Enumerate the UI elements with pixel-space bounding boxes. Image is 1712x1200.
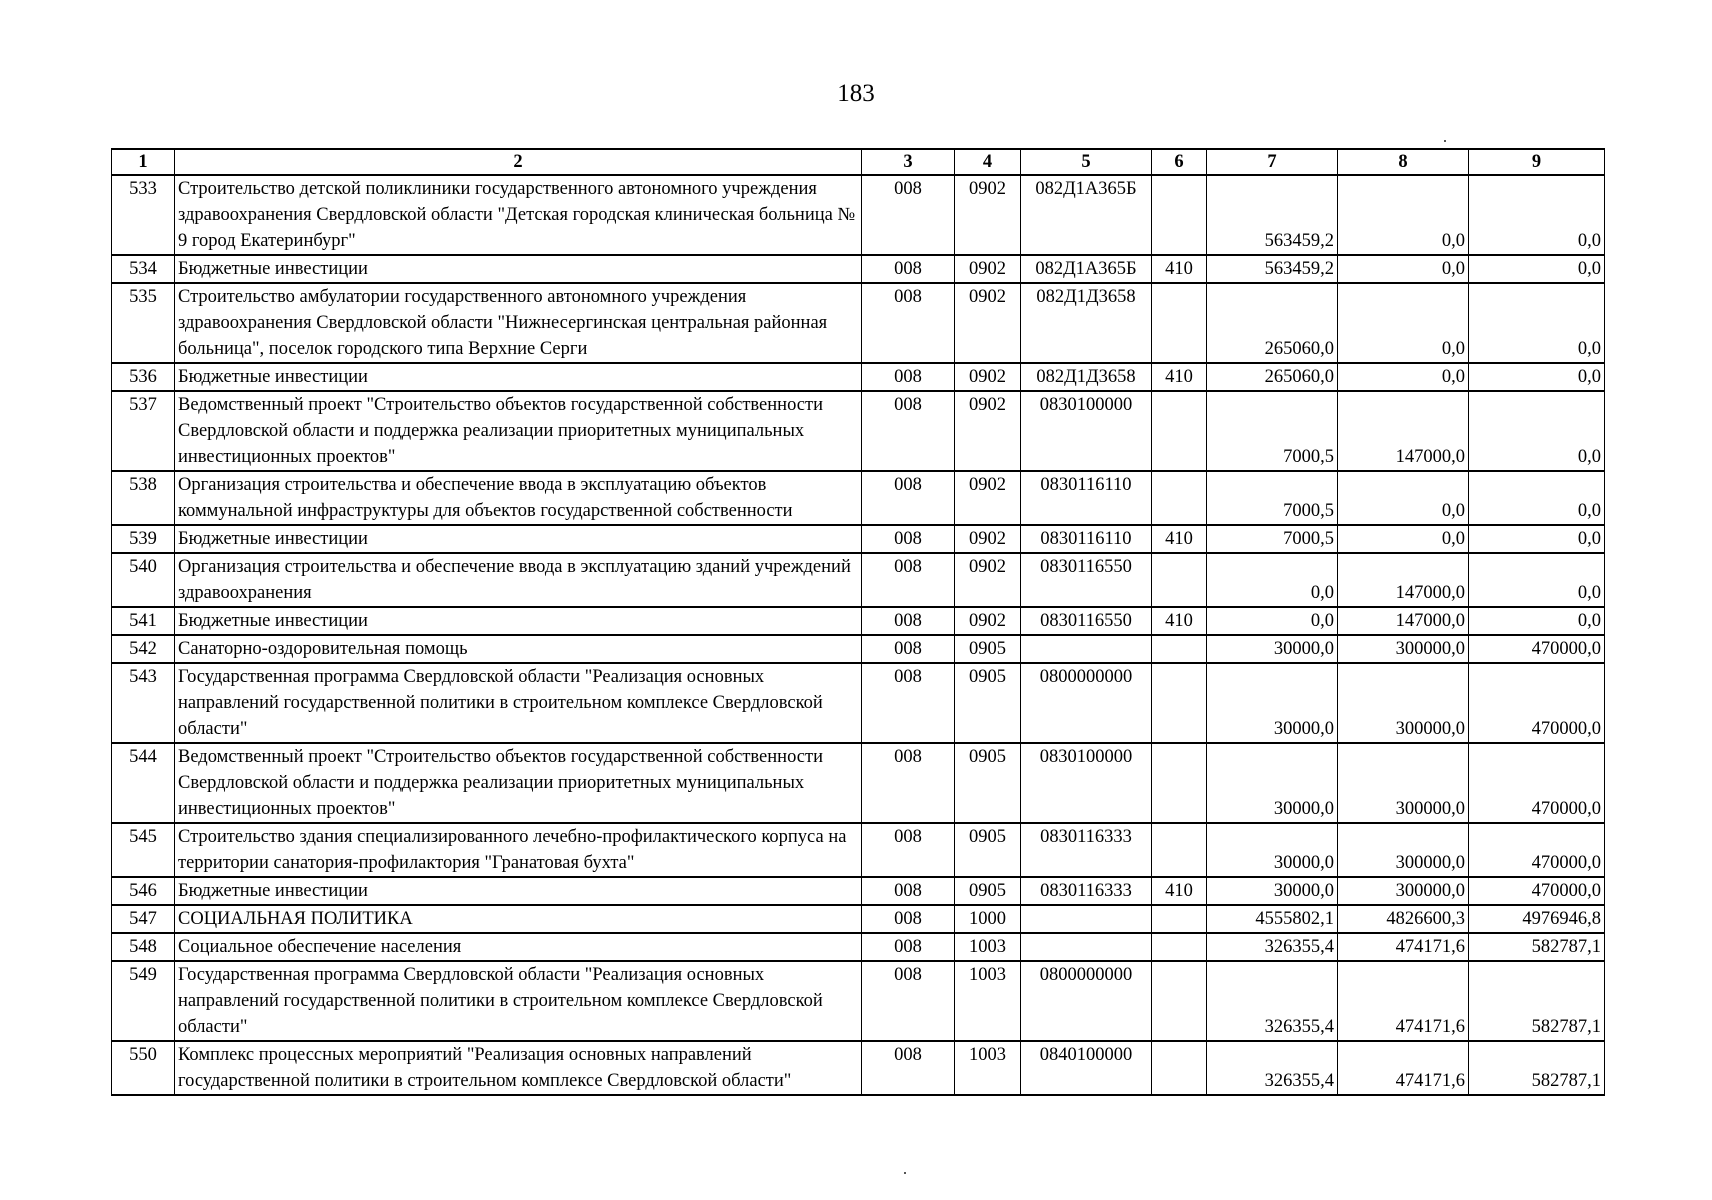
section-code-cell: 0902 bbox=[955, 471, 1021, 525]
row-number-cell: 544 bbox=[112, 743, 175, 823]
admin-code-cell: 008 bbox=[862, 823, 955, 877]
amount-year1-cell: 563459,2 bbox=[1207, 175, 1338, 255]
row-number-cell: 537 bbox=[112, 391, 175, 471]
amount-year1-cell: 30000,0 bbox=[1207, 823, 1338, 877]
amount-year1-cell: 563459,2 bbox=[1207, 255, 1338, 283]
amount-year3-cell: 470000,0 bbox=[1469, 877, 1605, 905]
expense-type-cell bbox=[1152, 905, 1207, 933]
amount-year1-cell: 0,0 bbox=[1207, 553, 1338, 607]
column-header-3: 3 bbox=[862, 149, 955, 175]
description-cell: СОЦИАЛЬНАЯ ПОЛИТИКА bbox=[175, 905, 862, 933]
admin-code-cell: 008 bbox=[862, 933, 955, 961]
amount-year3-cell: 0,0 bbox=[1469, 175, 1605, 255]
admin-code-cell: 008 bbox=[862, 391, 955, 471]
amount-year3-cell: 0,0 bbox=[1469, 255, 1605, 283]
admin-code-cell: 008 bbox=[862, 175, 955, 255]
description-cell: Бюджетные инвестиции bbox=[175, 363, 862, 391]
description-cell: Бюджетные инвестиции bbox=[175, 525, 862, 553]
section-code-cell: 1003 bbox=[955, 1041, 1021, 1095]
amount-year1-cell: 326355,4 bbox=[1207, 933, 1338, 961]
section-code-cell: 0905 bbox=[955, 663, 1021, 743]
amount-year2-cell: 300000,0 bbox=[1338, 823, 1469, 877]
row-number-cell: 540 bbox=[112, 553, 175, 607]
amount-year1-cell: 30000,0 bbox=[1207, 663, 1338, 743]
admin-code-cell: 008 bbox=[862, 553, 955, 607]
amount-year1-cell: 4555802,1 bbox=[1207, 905, 1338, 933]
section-code-cell: 0902 bbox=[955, 255, 1021, 283]
amount-year3-cell: 582787,1 bbox=[1469, 961, 1605, 1041]
expense-type-cell bbox=[1152, 1041, 1207, 1095]
row-number-cell: 549 bbox=[112, 961, 175, 1041]
amount-year2-cell: 4826600,3 bbox=[1338, 905, 1469, 933]
target-article-cell: 0800000000 bbox=[1021, 961, 1152, 1041]
amount-year3-cell: 0,0 bbox=[1469, 607, 1605, 635]
scan-dot bbox=[1444, 140, 1446, 142]
amount-year2-cell: 147000,0 bbox=[1338, 391, 1469, 471]
scan-dot bbox=[904, 1172, 906, 1174]
row-number-cell: 541 bbox=[112, 607, 175, 635]
expense-type-cell bbox=[1152, 823, 1207, 877]
description-cell: Строительство здания специализированного лечебно-профилактического корпуса на территории санатория-профилактория "Гранатовая бухта" bbox=[175, 823, 862, 877]
target-article-cell bbox=[1021, 905, 1152, 933]
description-cell: Государственная программа Свердловской области "Реализация основных направлений государственной политики в строительном комплексе Свердловской области" bbox=[175, 961, 862, 1041]
description-cell: Организация строительства и обеспечение ввода в эксплуатацию зданий учреждений здравоохранения bbox=[175, 553, 862, 607]
section-code-cell: 0902 bbox=[955, 391, 1021, 471]
amount-year2-cell: 0,0 bbox=[1338, 175, 1469, 255]
table-row bbox=[112, 933, 1605, 961]
expense-type-cell bbox=[1152, 635, 1207, 663]
amount-year2-cell: 0,0 bbox=[1338, 283, 1469, 363]
description-cell: Строительство детской поликлиники государственного автономного учреждения здравоохранения Свердловской области "Детская городская клиническая больница № 9 город Екатеринбург" bbox=[175, 175, 862, 255]
admin-code-cell: 008 bbox=[862, 607, 955, 635]
row-number-cell: 545 bbox=[112, 823, 175, 877]
section-code-cell: 0905 bbox=[955, 877, 1021, 905]
admin-code-cell: 008 bbox=[862, 663, 955, 743]
description-cell: Организация строительства и обеспечение ввода в эксплуатацию объектов коммунальной инфраструктуры для объектов государственной собственности bbox=[175, 471, 862, 525]
row-number-cell: 535 bbox=[112, 283, 175, 363]
table-row bbox=[112, 823, 1605, 877]
amount-year2-cell: 300000,0 bbox=[1338, 663, 1469, 743]
description-cell: Социальное обеспечение населения bbox=[175, 933, 862, 961]
admin-code-cell: 008 bbox=[862, 905, 955, 933]
amount-year2-cell: 147000,0 bbox=[1338, 553, 1469, 607]
table-row bbox=[112, 905, 1605, 933]
table-row bbox=[112, 663, 1605, 743]
row-number-cell: 548 bbox=[112, 933, 175, 961]
amount-year2-cell: 300000,0 bbox=[1338, 743, 1469, 823]
table-row bbox=[112, 635, 1605, 663]
target-article-cell: 0830116333 bbox=[1021, 877, 1152, 905]
amount-year3-cell: 0,0 bbox=[1469, 283, 1605, 363]
target-article-cell: 082Д1Д3658 bbox=[1021, 363, 1152, 391]
amount-year3-cell: 0,0 bbox=[1469, 525, 1605, 553]
description-cell: Строительство амбулатории государственного автономного учреждения здравоохранения Свердловской области "Нижнесергинская центральная районная больница", поселок городского типа Верхние Серги bbox=[175, 283, 862, 363]
table-row bbox=[112, 255, 1605, 283]
admin-code-cell: 008 bbox=[862, 471, 955, 525]
expense-type-cell bbox=[1152, 743, 1207, 823]
expense-type-cell: 410 bbox=[1152, 525, 1207, 553]
amount-year1-cell: 30000,0 bbox=[1207, 743, 1338, 823]
amount-year3-cell: 0,0 bbox=[1469, 553, 1605, 607]
target-article-cell bbox=[1021, 933, 1152, 961]
admin-code-cell: 008 bbox=[862, 877, 955, 905]
table-row bbox=[112, 743, 1605, 823]
table-row bbox=[112, 877, 1605, 905]
amount-year1-cell: 326355,4 bbox=[1207, 1041, 1338, 1095]
table-row bbox=[112, 391, 1605, 471]
target-article-cell: 0840100000 bbox=[1021, 1041, 1152, 1095]
expense-type-cell: 410 bbox=[1152, 607, 1207, 635]
row-number-cell: 550 bbox=[112, 1041, 175, 1095]
admin-code-cell: 008 bbox=[862, 635, 955, 663]
amount-year1-cell: 7000,5 bbox=[1207, 391, 1338, 471]
table-row bbox=[112, 471, 1605, 525]
expense-type-cell bbox=[1152, 933, 1207, 961]
table-row bbox=[112, 1041, 1605, 1095]
admin-code-cell: 008 bbox=[862, 255, 955, 283]
amount-year1-cell: 265060,0 bbox=[1207, 363, 1338, 391]
section-code-cell: 0902 bbox=[955, 283, 1021, 363]
amount-year3-cell: 470000,0 bbox=[1469, 635, 1605, 663]
admin-code-cell: 008 bbox=[862, 961, 955, 1041]
expense-type-cell bbox=[1152, 553, 1207, 607]
amount-year3-cell: 470000,0 bbox=[1469, 663, 1605, 743]
expense-type-cell: 410 bbox=[1152, 363, 1207, 391]
table-body bbox=[112, 175, 1605, 1095]
row-number-cell: 542 bbox=[112, 635, 175, 663]
section-code-cell: 0902 bbox=[955, 175, 1021, 255]
section-code-cell: 0902 bbox=[955, 607, 1021, 635]
column-header-5: 5 bbox=[1021, 149, 1152, 175]
section-code-cell: 0905 bbox=[955, 823, 1021, 877]
target-article-cell: 0830116550 bbox=[1021, 607, 1152, 635]
amount-year1-cell: 326355,4 bbox=[1207, 961, 1338, 1041]
description-cell: Ведомственный проект "Строительство объектов государственной собственности Свердловской области и поддержка реализации приоритетных муниципальных инвестиционных проектов" bbox=[175, 391, 862, 471]
admin-code-cell: 008 bbox=[862, 1041, 955, 1095]
section-code-cell: 0902 bbox=[955, 525, 1021, 553]
description-cell: Бюджетные инвестиции bbox=[175, 877, 862, 905]
section-code-cell: 1000 bbox=[955, 905, 1021, 933]
amount-year3-cell: 0,0 bbox=[1469, 391, 1605, 471]
amount-year2-cell: 474171,6 bbox=[1338, 933, 1469, 961]
amount-year3-cell: 582787,1 bbox=[1469, 933, 1605, 961]
table-row bbox=[112, 525, 1605, 553]
target-article-cell bbox=[1021, 635, 1152, 663]
table-row bbox=[112, 553, 1605, 607]
section-code-cell: 0902 bbox=[955, 553, 1021, 607]
amount-year2-cell: 0,0 bbox=[1338, 255, 1469, 283]
column-header-1: 1 bbox=[112, 149, 175, 175]
amount-year3-cell: 4976946,8 bbox=[1469, 905, 1605, 933]
expense-type-cell: 410 bbox=[1152, 255, 1207, 283]
target-article-cell: 0800000000 bbox=[1021, 663, 1152, 743]
description-cell: Санаторно-оздоровительная помощь bbox=[175, 635, 862, 663]
description-cell: Ведомственный проект "Строительство объектов государственной собственности Свердловской области и поддержка реализации приоритетных муниципальных инвестиционных проектов" bbox=[175, 743, 862, 823]
target-article-cell: 0830116110 bbox=[1021, 525, 1152, 553]
row-number-cell: 534 bbox=[112, 255, 175, 283]
admin-code-cell: 008 bbox=[862, 525, 955, 553]
amount-year1-cell: 30000,0 bbox=[1207, 877, 1338, 905]
amount-year3-cell: 470000,0 bbox=[1469, 743, 1605, 823]
column-header-4: 4 bbox=[955, 149, 1021, 175]
description-cell: Бюджетные инвестиции bbox=[175, 255, 862, 283]
header-row bbox=[112, 149, 1605, 175]
expense-type-cell bbox=[1152, 471, 1207, 525]
row-number-cell: 543 bbox=[112, 663, 175, 743]
amount-year1-cell: 7000,5 bbox=[1207, 525, 1338, 553]
target-article-cell: 0830116110 bbox=[1021, 471, 1152, 525]
amount-year1-cell: 0,0 bbox=[1207, 607, 1338, 635]
column-header-7: 7 bbox=[1207, 149, 1338, 175]
table-row bbox=[112, 175, 1605, 255]
column-header-9: 9 bbox=[1469, 149, 1605, 175]
amount-year1-cell: 30000,0 bbox=[1207, 635, 1338, 663]
expense-type-cell bbox=[1152, 283, 1207, 363]
target-article-cell: 082Д1Д3658 bbox=[1021, 283, 1152, 363]
amount-year2-cell: 147000,0 bbox=[1338, 607, 1469, 635]
target-article-cell: 082Д1А365Б bbox=[1021, 255, 1152, 283]
table-row bbox=[112, 363, 1605, 391]
admin-code-cell: 008 bbox=[862, 283, 955, 363]
section-code-cell: 1003 bbox=[955, 961, 1021, 1041]
amount-year1-cell: 265060,0 bbox=[1207, 283, 1338, 363]
column-header-6: 6 bbox=[1152, 149, 1207, 175]
target-article-cell: 0830100000 bbox=[1021, 391, 1152, 471]
row-number-cell: 546 bbox=[112, 877, 175, 905]
row-number-cell: 533 bbox=[112, 175, 175, 255]
amount-year3-cell: 582787,1 bbox=[1469, 1041, 1605, 1095]
amount-year2-cell: 0,0 bbox=[1338, 525, 1469, 553]
amount-year3-cell: 470000,0 bbox=[1469, 823, 1605, 877]
column-header-8: 8 bbox=[1338, 149, 1469, 175]
budget-table bbox=[111, 148, 1605, 1096]
expense-type-cell bbox=[1152, 391, 1207, 471]
amount-year3-cell: 0,0 bbox=[1469, 471, 1605, 525]
section-code-cell: 1003 bbox=[955, 933, 1021, 961]
amount-year2-cell: 474171,6 bbox=[1338, 961, 1469, 1041]
description-cell: Комплекс процессных мероприятий "Реализация основных направлений государственной политики в строительном комплексе Свердловской области" bbox=[175, 1041, 862, 1095]
row-number-cell: 538 bbox=[112, 471, 175, 525]
section-code-cell: 0902 bbox=[955, 363, 1021, 391]
table-row bbox=[112, 607, 1605, 635]
target-article-cell: 0830100000 bbox=[1021, 743, 1152, 823]
row-number-cell: 547 bbox=[112, 905, 175, 933]
expense-type-cell bbox=[1152, 175, 1207, 255]
table-row bbox=[112, 961, 1605, 1041]
amount-year1-cell: 7000,5 bbox=[1207, 471, 1338, 525]
amount-year2-cell: 0,0 bbox=[1338, 363, 1469, 391]
admin-code-cell: 008 bbox=[862, 363, 955, 391]
expense-type-cell: 410 bbox=[1152, 877, 1207, 905]
section-code-cell: 0905 bbox=[955, 743, 1021, 823]
page-number: 183 bbox=[837, 80, 875, 107]
target-article-cell: 082Д1А365Б bbox=[1021, 175, 1152, 255]
expense-type-cell bbox=[1152, 663, 1207, 743]
amount-year3-cell: 0,0 bbox=[1469, 363, 1605, 391]
amount-year2-cell: 0,0 bbox=[1338, 471, 1469, 525]
description-cell: Государственная программа Свердловской области "Реализация основных направлений государственной политики в строительном комплексе Свердловской области" bbox=[175, 663, 862, 743]
admin-code-cell: 008 bbox=[862, 743, 955, 823]
table-row bbox=[112, 283, 1605, 363]
expense-type-cell bbox=[1152, 961, 1207, 1041]
description-cell: Бюджетные инвестиции bbox=[175, 607, 862, 635]
target-article-cell: 0830116333 bbox=[1021, 823, 1152, 877]
amount-year2-cell: 300000,0 bbox=[1338, 877, 1469, 905]
column-header-2: 2 bbox=[175, 149, 862, 175]
amount-year2-cell: 474171,6 bbox=[1338, 1041, 1469, 1095]
target-article-cell: 0830116550 bbox=[1021, 553, 1152, 607]
amount-year2-cell: 300000,0 bbox=[1338, 635, 1469, 663]
section-code-cell: 0905 bbox=[955, 635, 1021, 663]
row-number-cell: 539 bbox=[112, 525, 175, 553]
row-number-cell: 536 bbox=[112, 363, 175, 391]
